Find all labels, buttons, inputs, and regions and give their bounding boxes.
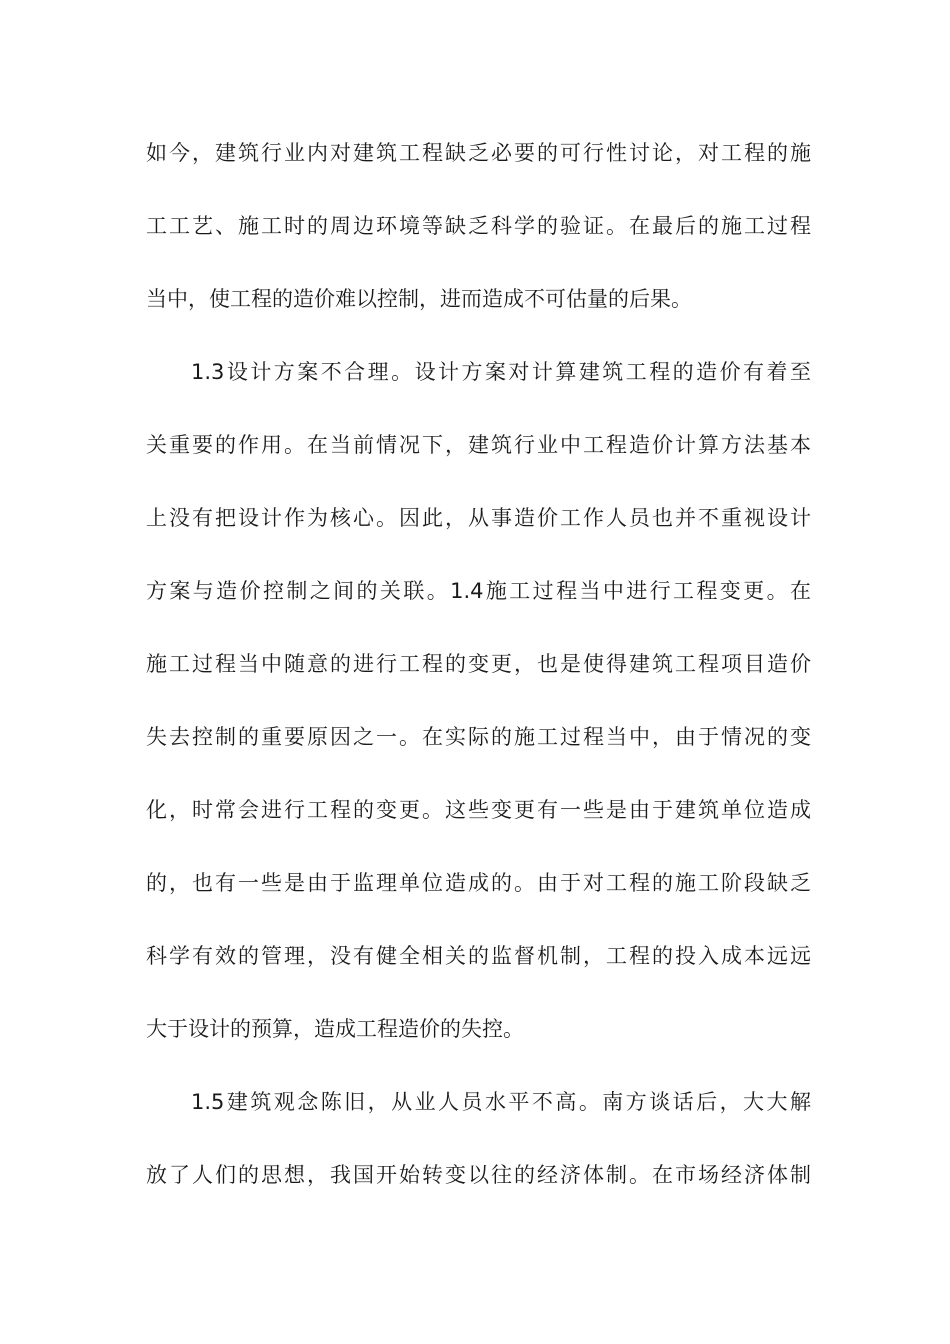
text-line-15: 放了人们的思想，我国开始转变以往的经济体制。在市场经济体制 — [146, 1163, 811, 1187]
text-line-8: 施工过程当中随意的进行工程的变更，也是使得建筑工程项目造价 — [146, 652, 811, 676]
text-line-2: 工工艺、施工时的周边环境等缺乏科学的验证。在最后的施工过程 — [146, 214, 811, 238]
text-line-7: 方案与造价控制之间的关联。1.4施工过程当中进行工程变更。在 — [146, 579, 811, 603]
text-line-3: 当中，使工程的造价难以控制，进而造成不可估量的后果。 — [146, 287, 692, 311]
text-line-9: 失去控制的重要原因之一。在实际的施工过程当中，由于情况的变 — [146, 725, 811, 749]
text-line-10: 化，时常会进行工程的变更。这些变更有一些是由于建筑单位造成 — [146, 798, 811, 822]
text-line-13: 大于设计的预算，造成工程造价的失控。 — [146, 1017, 524, 1041]
text-line-1: 如今，建筑行业内对建筑工程缺乏必要的可行性讨论，对工程的施 — [146, 141, 811, 165]
text-line-6: 上没有把设计作为核心。因此，从事造价工作人员也并不重视设计 — [146, 506, 811, 530]
text-line-14: 1.5建筑观念陈旧，从业人员水平不高。南方谈话后，大大解 — [191, 1090, 811, 1114]
text-line-11: 的，也有一些是由于监理单位造成的。由于对工程的施工阶段缺乏 — [146, 871, 811, 895]
text-line-5: 关重要的作用。在当前情况下，建筑行业中工程造价计算方法基本 — [146, 433, 811, 457]
text-line-12: 科学有效的管理，没有健全相关的监督机制，工程的投入成本远远 — [146, 944, 811, 968]
text-line-4: 1.3设计方案不合理。设计方案对计算建筑工程的造价有着至 — [191, 360, 811, 384]
